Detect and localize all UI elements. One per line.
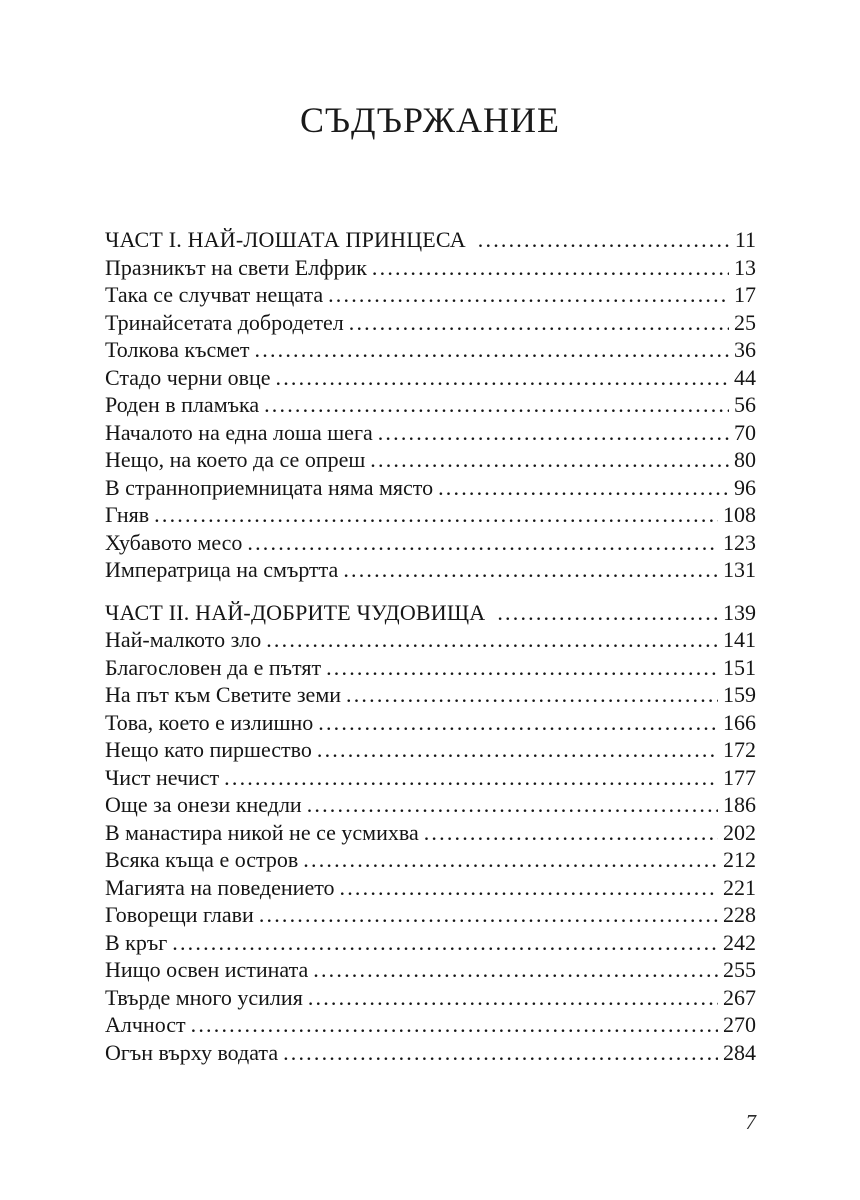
toc-entry-page: 177 (723, 764, 756, 790)
dot-leader (370, 446, 729, 474)
toc-entry (105, 846, 756, 874)
toc-entry-label: Твърде много усилия (105, 984, 303, 1010)
dot-leader (172, 929, 718, 957)
toc-entry (105, 529, 756, 557)
toc-entry (105, 956, 756, 984)
toc-entry-label: Роден в пламъка (105, 392, 260, 417)
toc-entry (105, 929, 756, 957)
toc-entry-page: 36 (734, 337, 756, 362)
toc-entry-page: 242 (723, 929, 756, 955)
toc-entry-label: Магията на поведението (105, 874, 335, 900)
dot-leader (328, 281, 729, 309)
toc-entry-label: Чист нечист (105, 764, 220, 790)
toc-entry (105, 791, 756, 819)
toc-list (105, 226, 756, 1066)
toc-entry-page: 284 (723, 1039, 756, 1065)
dot-leader (191, 1011, 718, 1039)
toc-entry-label: Всяка къща е остров (105, 847, 299, 872)
toc-entry-label: Началото на една лоша шега (105, 419, 373, 445)
toc-entry-page: 151 (723, 654, 756, 680)
toc-entry-label: Гняв (105, 502, 150, 527)
toc-entry-label: Нещо като пиршество (105, 737, 312, 762)
toc-entry-label: Благословен да е пътят (105, 654, 322, 680)
toc-entry-page: 56 (734, 392, 756, 417)
dot-leader (307, 791, 718, 819)
toc-entry (105, 281, 756, 309)
toc-entry-label: Нещо, на което да се опреш (105, 447, 366, 472)
toc-entry-label: Огън върху водата (105, 1039, 279, 1065)
dot-leader (346, 681, 718, 709)
toc-entry-label: Алчност (105, 1012, 186, 1037)
toc-entry-label: Хубавото месо (105, 529, 243, 555)
dot-leader (264, 391, 729, 419)
dot-leader (424, 819, 718, 847)
toc-entry-label: Императрица на смъртта (105, 557, 339, 582)
toc-entry-page: 80 (734, 447, 756, 472)
toc-entry-page: 13 (734, 254, 756, 280)
toc-entry (105, 501, 756, 529)
toc-entry-page: 159 (723, 682, 756, 707)
toc-entry-label: Това, което е излишно (105, 709, 314, 735)
toc-entry-page: 267 (723, 984, 756, 1010)
toc-entry (105, 654, 756, 682)
dot-leader (303, 846, 718, 874)
toc-entry (105, 1011, 756, 1039)
page-number: 7 (745, 1110, 756, 1134)
toc-entry-page: 228 (723, 902, 756, 927)
dot-leader (224, 764, 718, 792)
dot-leader (317, 736, 718, 764)
toc-entry (105, 681, 756, 709)
toc-entry (105, 556, 756, 584)
toc-entry-page: 25 (734, 309, 756, 335)
toc-entry (105, 984, 756, 1012)
dot-leader (497, 599, 718, 627)
toc-entry-label: ЧАСТ II. НАЙ-ДОБРИТЕ ЧУДОВИЩА (105, 599, 486, 625)
toc-entry-label: Нищо освен истината (105, 957, 309, 982)
toc-entry-page: 141 (723, 627, 756, 652)
toc-entry-label: В кръг (105, 929, 168, 955)
toc-entry (105, 819, 756, 847)
toc-entry (105, 901, 756, 929)
toc-entry-label: В манастира никой не се усмихва (105, 819, 419, 845)
toc-entry-page: 96 (734, 474, 756, 500)
toc-entry-page: 255 (723, 957, 756, 982)
dot-leader (372, 254, 729, 282)
toc-entry-page: 221 (723, 874, 756, 900)
dot-leader (266, 626, 718, 654)
toc-entry (105, 254, 756, 282)
dot-leader (349, 309, 729, 337)
toc-entry-page: 212 (723, 847, 756, 872)
dot-leader (378, 419, 729, 447)
toc-section-heading (105, 226, 756, 254)
toc-entry (105, 764, 756, 792)
toc-entry (105, 364, 756, 392)
toc-section-heading (105, 599, 756, 627)
toc-entry (105, 874, 756, 902)
toc-entry (105, 336, 756, 364)
toc-entry-page: 172 (723, 737, 756, 762)
toc-section (105, 226, 756, 584)
toc-entry-page: 123 (723, 529, 756, 555)
dot-leader (438, 474, 729, 502)
toc-entry (105, 474, 756, 502)
dot-leader (247, 529, 718, 557)
toc-entry-page: 202 (723, 819, 756, 845)
dot-leader (276, 364, 729, 392)
toc-section (105, 599, 756, 1067)
toc-entry (105, 391, 756, 419)
toc-entry (105, 736, 756, 764)
toc-entry (105, 626, 756, 654)
toc-entry-label: Тринайсетата добродетел (105, 309, 344, 335)
toc-entry-label: Така се случват нещата (105, 282, 324, 307)
toc-entry-label: Говорещи глави (105, 902, 254, 927)
dot-leader (255, 336, 729, 364)
dot-leader (478, 226, 730, 254)
dot-leader (259, 901, 718, 929)
toc-entry-page: 166 (723, 709, 756, 735)
toc-entry-label: ЧАСТ I. НАЙ-ЛОШАТА ПРИНЦЕСА (105, 227, 466, 252)
dot-leader (154, 501, 718, 529)
dot-leader (340, 874, 718, 902)
toc-entry-label: На път към Светите земи (105, 682, 342, 707)
toc-entry-label: Още за онези кнедли (105, 792, 302, 817)
toc-entry-page: 44 (734, 364, 756, 390)
toc-entry (105, 709, 756, 737)
toc-entry (105, 1039, 756, 1067)
toc-entry (105, 419, 756, 447)
dot-leader (326, 654, 718, 682)
dot-leader (283, 1039, 718, 1067)
toc-entry-page: 139 (723, 599, 756, 625)
toc-entry-label: В странноприемницата няма място (105, 474, 434, 500)
toc-entry-label: Толкова късмет (105, 337, 250, 362)
toc-entry-page: 131 (723, 557, 756, 582)
toc-entry-label: Най-малкото зло (105, 627, 262, 652)
toc-entry-page: 70 (734, 419, 756, 445)
toc-entry-page: 186 (723, 792, 756, 817)
toc-entry-label: Празникът на свети Елфрик (105, 254, 367, 280)
toc-entry-page: 270 (723, 1012, 756, 1037)
dot-leader (313, 956, 718, 984)
dot-leader (318, 709, 718, 737)
page-title: СЪДЪРЖАНИЕ (300, 100, 560, 140)
dot-leader (343, 556, 718, 584)
toc-entry (105, 446, 756, 474)
toc-entry-page: 108 (723, 502, 756, 527)
toc-entry-label: Стадо черни овце (105, 364, 271, 390)
toc-entry (105, 309, 756, 337)
toc-entry-page: 17 (734, 282, 756, 307)
dot-leader (308, 984, 718, 1012)
toc-entry-page: 11 (734, 227, 756, 252)
